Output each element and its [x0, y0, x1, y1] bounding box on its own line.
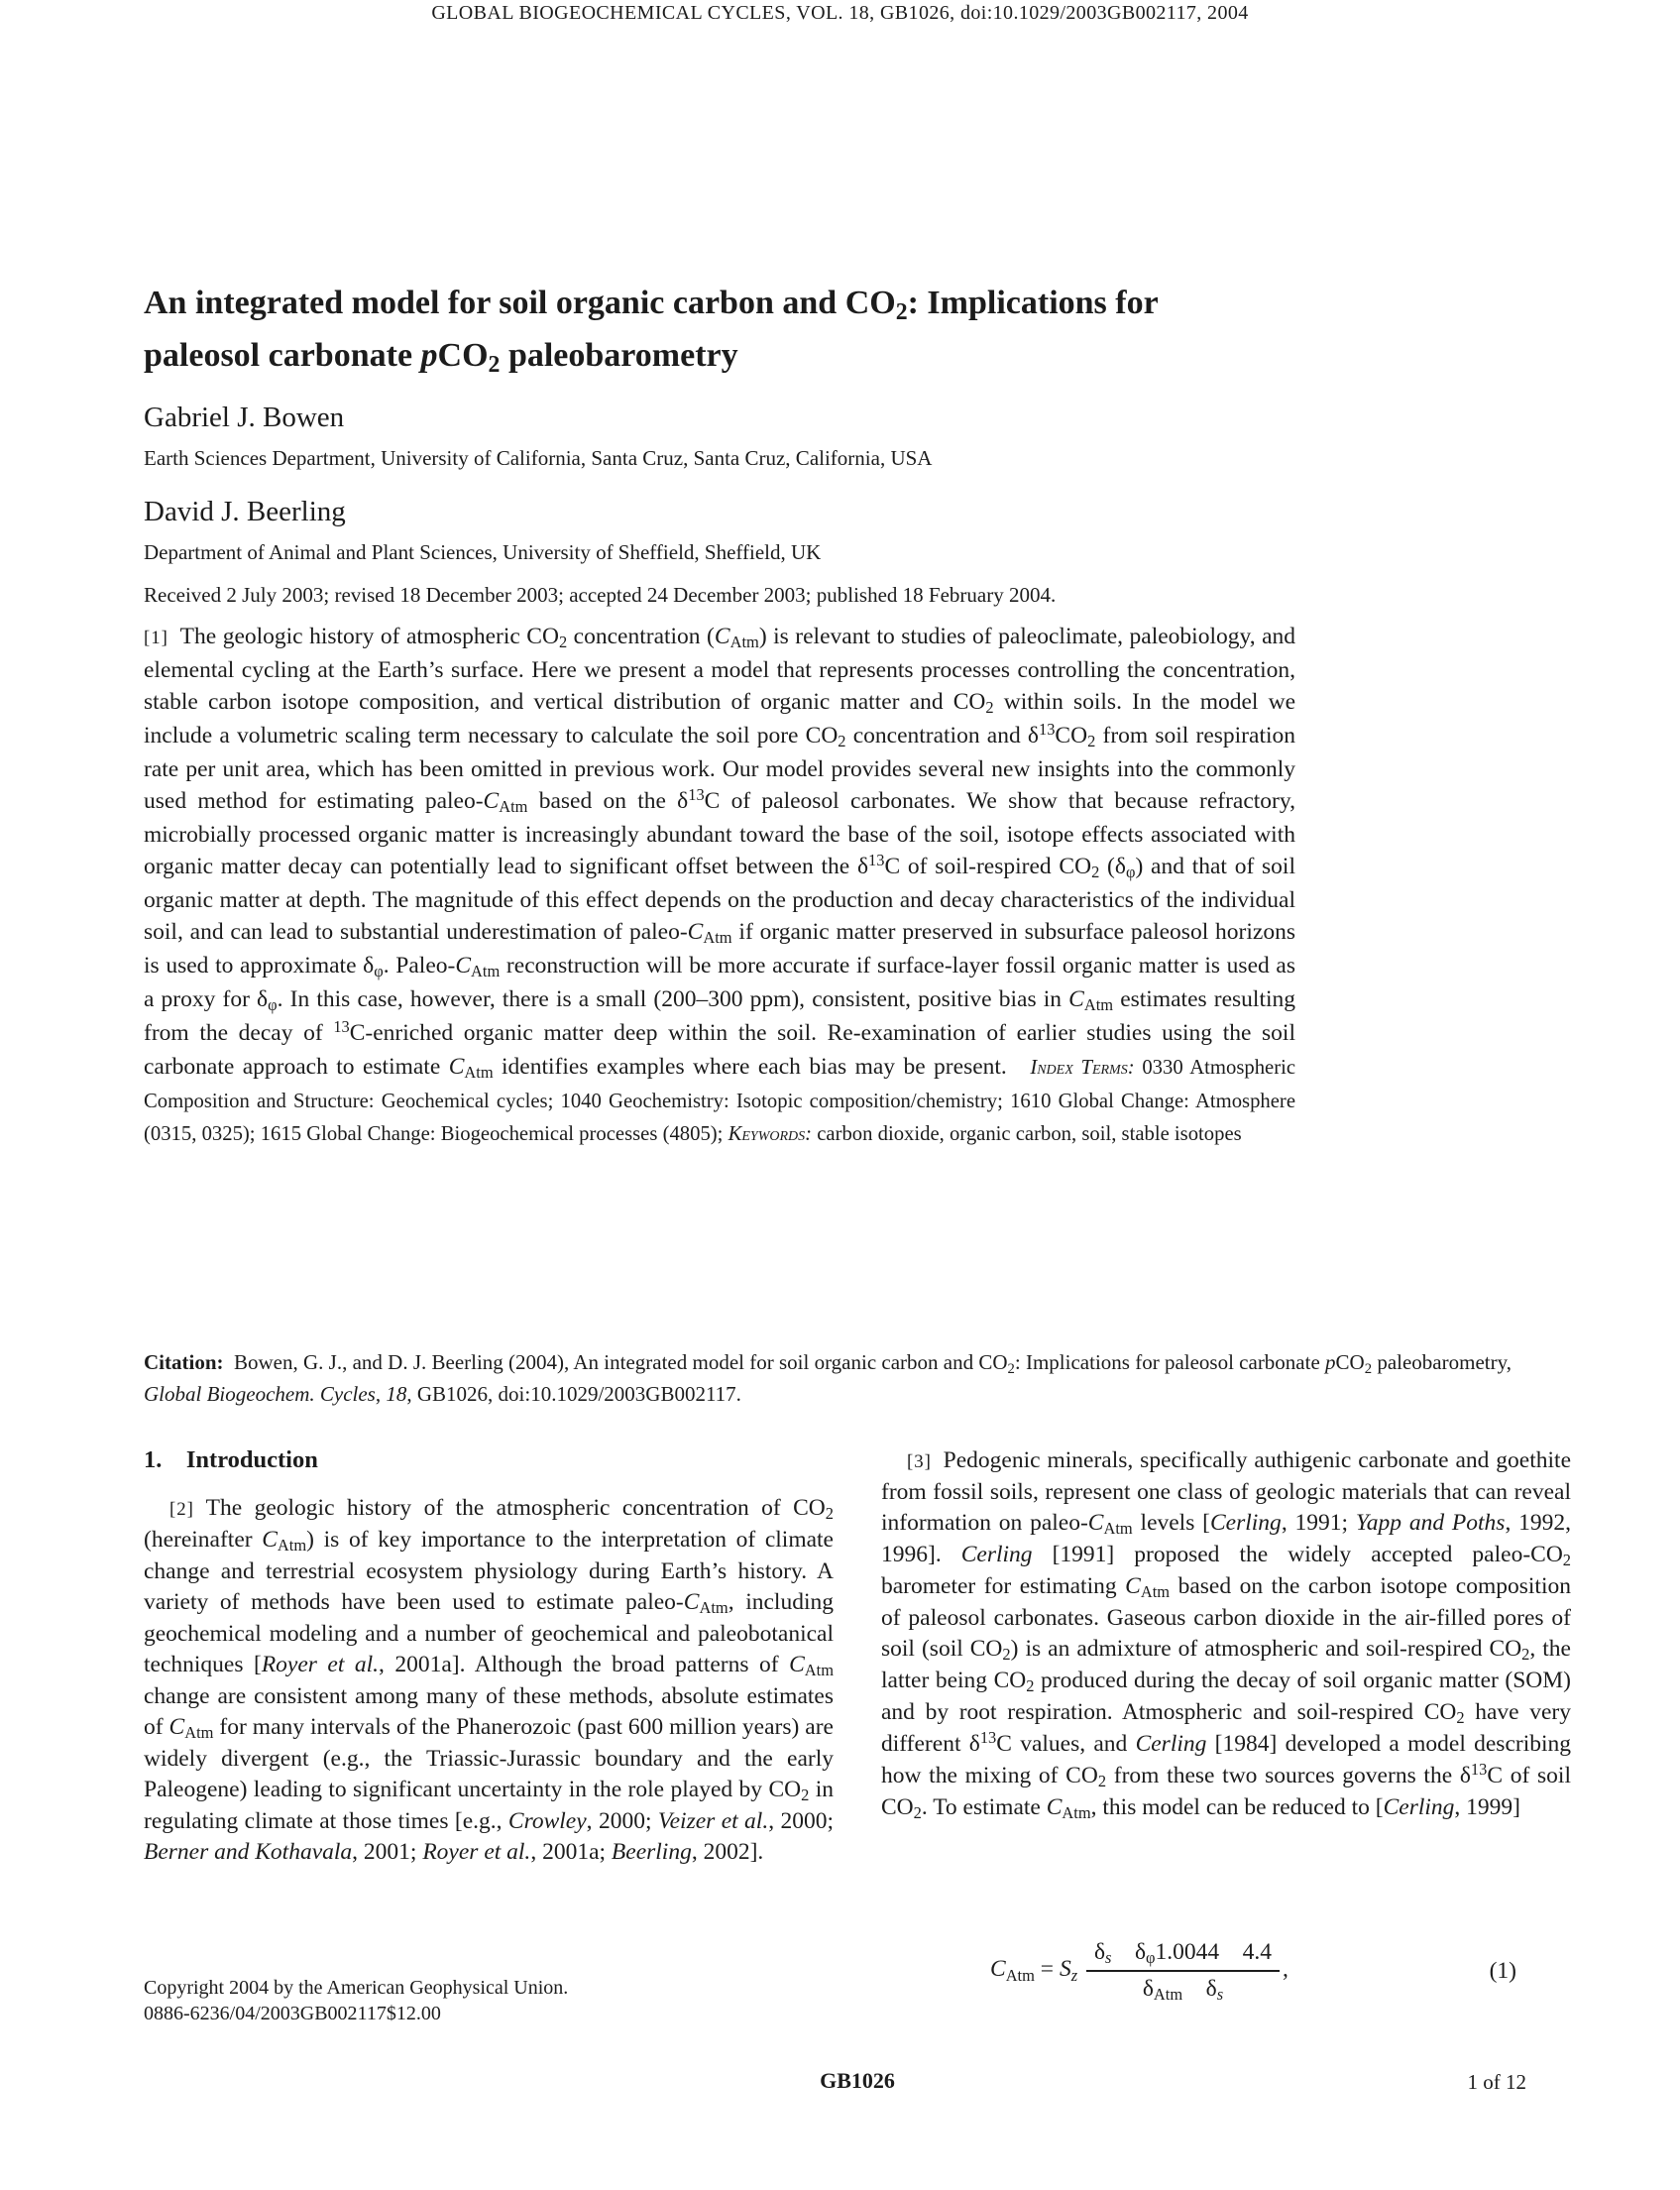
- page-number: 1 of 12: [1467, 2070, 1526, 2094]
- section-heading-introduction: 1. Introduction: [144, 1446, 318, 1473]
- equation-numerator: δs δφ1.0044 4.4: [1093, 1939, 1273, 1968]
- equation-number: (1): [1489, 1957, 1516, 1984]
- author-affiliation: Earth Sciences Department, University of California, Santa Cruz, Santa Cruz, California, USA: [144, 446, 933, 470]
- equation-trailing-comma: ,: [1283, 1956, 1288, 1983]
- paragraph-2: [2] The geologic history of the atmospheric concentration of CO2 (hereinafter CAtm) is of key importance to the interpretation of climate change and terrestrial ecosystem physiology during Earth’s history. A variety of methods have been used to estimate paleo-CAtm, including geochemical modeling and a number of geochemical and paleobotanical techniques [Royer et al., 2001a]. Although the broad patterns of CAtm change are consistent among many of these methods, absolute estimates of CAtm for many intervals of the Phanerozoic (past 600 million years) are widely divergent (e.g., the Triassic-Jurassic boundary and the early Paleogene) leading to significant uncertainty in the role played by CO2 in regulating climate at those times [e.g., Crowley, 2000; Veizer et al., 2000; Berner and Kothavala, 2001; Royer et al., 2001a; Beerling, 2002].: [144, 1495, 835, 1865]
- right-column: [881, 1445, 1571, 1868]
- equation-1: [881, 1939, 1571, 2003]
- journal-header: GLOBAL BIOGEOCHEMICAL CYCLES, VOL. 18, GB1026, doi:10.1029/2003GB002117, 2004: [431, 2, 1249, 24]
- equation-fraction: [1086, 1939, 1280, 2003]
- author-name: Gabriel J. Bowen: [144, 402, 345, 433]
- paper-title: An integrated model for soil organic carbon and CO2: Implications for paleosol carbonate pCO2 paleobarometry: [144, 285, 1159, 379]
- equation-body: [990, 1939, 1288, 2003]
- author-affiliation: Department of Animal and Plant Sciences, University of Sheffield, Sheffield, UK: [144, 540, 822, 564]
- equation-lhs: CAtm = Sz: [990, 1956, 1078, 1985]
- author-name: David J. Beerling: [144, 496, 346, 527]
- page-footer: [144, 2068, 1571, 2094]
- journal-code: GB1026: [820, 2068, 895, 2093]
- dates-line: Received 2 July 2003; revised 18 December 2003; accepted 24 December 2003; published 18 February 2004.: [144, 583, 1057, 607]
- copyright-line: Copyright 2004 by the American Geophysical Union.: [144, 1977, 569, 1999]
- paragraph-3: [3] Pedogenic minerals, specifically authigenic carbonate and goethite from fossil soils, represent one class of geologic materials that can reveal information on paleo-CAtm levels [Cerling, 1991; Yapp and Poths, 1992, 1996]. Cerling [1991] proposed the widely accepted paleo-CO2 barometer for estimating CAtm based on the carbon isotope composition of paleosol carbonates. Gaseous carbon dioxide in the air-filled pores of soil (soil CO2) is an admixture of atmospheric and soil-respired CO2, the latter being CO2 produced during the decay of soil organic matter (SOM) and by root respiration. Atmospheric and soil-respired CO2 have very different $\delta^{13}C$ values, and Cerling [1984] developed a model describing how the mixing of CO2 from these two sources governs the $\delta^{13}C$ of soil CO2. To estimate CAtm, this model can be reduced to [Cerling, 1999]: [881, 1447, 1572, 1823]
- equation-denominator: δAtm δs: [1086, 1970, 1280, 2003]
- issn-line: 0886-6236/04/2003GB002117$12.00: [144, 2003, 441, 2024]
- abstract: [1] The geologic history of atmospheric CO2 concentration (CAtm) is relevant to studies of paleoclimate, paleobiology, and elemental cycling at the Earth’s surface. Here we present a model that represents processes controlling the concentration, stable carbon isotope composition, and vertical distribution of organic matter and CO2 within soils. In the model we include a volumetric scaling term necessary to calculate the soil pore CO2 concentration and $\delta^{13}CO2$ from soil respiration rate per unit area, which has been omitted in previous work. Our model provides several new insights into the commonly used method for estimating paleo-CAtm based on the $\delta^{13}C$ of paleosol carbonates. We show that because refractory, microbially processed organic matter is increasingly abundant toward the base of the soil, isotope effects associated with organic matter decay can potentially lead to significant offset between the $\delta^{13}C$ of soil-respired CO2 (δφ) and that of soil organic matter at depth. The magnitude of this effect depends on the production and decay characteristics of the individual soil, and can lead to substantial underestimation of paleo-CAtm if organic matter preserved in subsurface paleosol horizons is used to approximate δφ. Paleo-CAtm reconstruction will be more accurate if surface-layer fossil organic matter is used as a proxy for δφ. In this case, however, there is a small (200–300 ppm), consistent, positive bias in CAtm estimates resulting from the decay of $^{13}$C-enriched organic matter deep within the soil. Re-examination of earlier studies using the soil carbonate approach to estimate CAtm identifies examples where each bias may be present. Index Terms: 0330 Atmospheric Composition and Structure: Geochemical cycles; 1040 Geochemistry: Isotopic composition/chemistry; 1610 Global Change: Atmosphere (0315, 0325); 1615 Global Change: Biogeochemical processes (4805); Keywords: carbon dioxide, organic carbon, soil, stable isotopes: [144, 624, 1296, 1145]
- copyright-note: [144, 1975, 758, 2026]
- left-column: [144, 1445, 834, 1868]
- citation: Citation: Bowen, G. J., and D. J. Beerling (2004), An integrated model for soil organic carbon and CO2: Implications for paleosol carbonate pCO2 paleobarometry, Global Biogeochem. Cycles, 18, GB1026, doi:10.1029/2003GB002117.: [144, 1350, 1512, 1406]
- body-columns: [144, 1445, 1571, 1868]
